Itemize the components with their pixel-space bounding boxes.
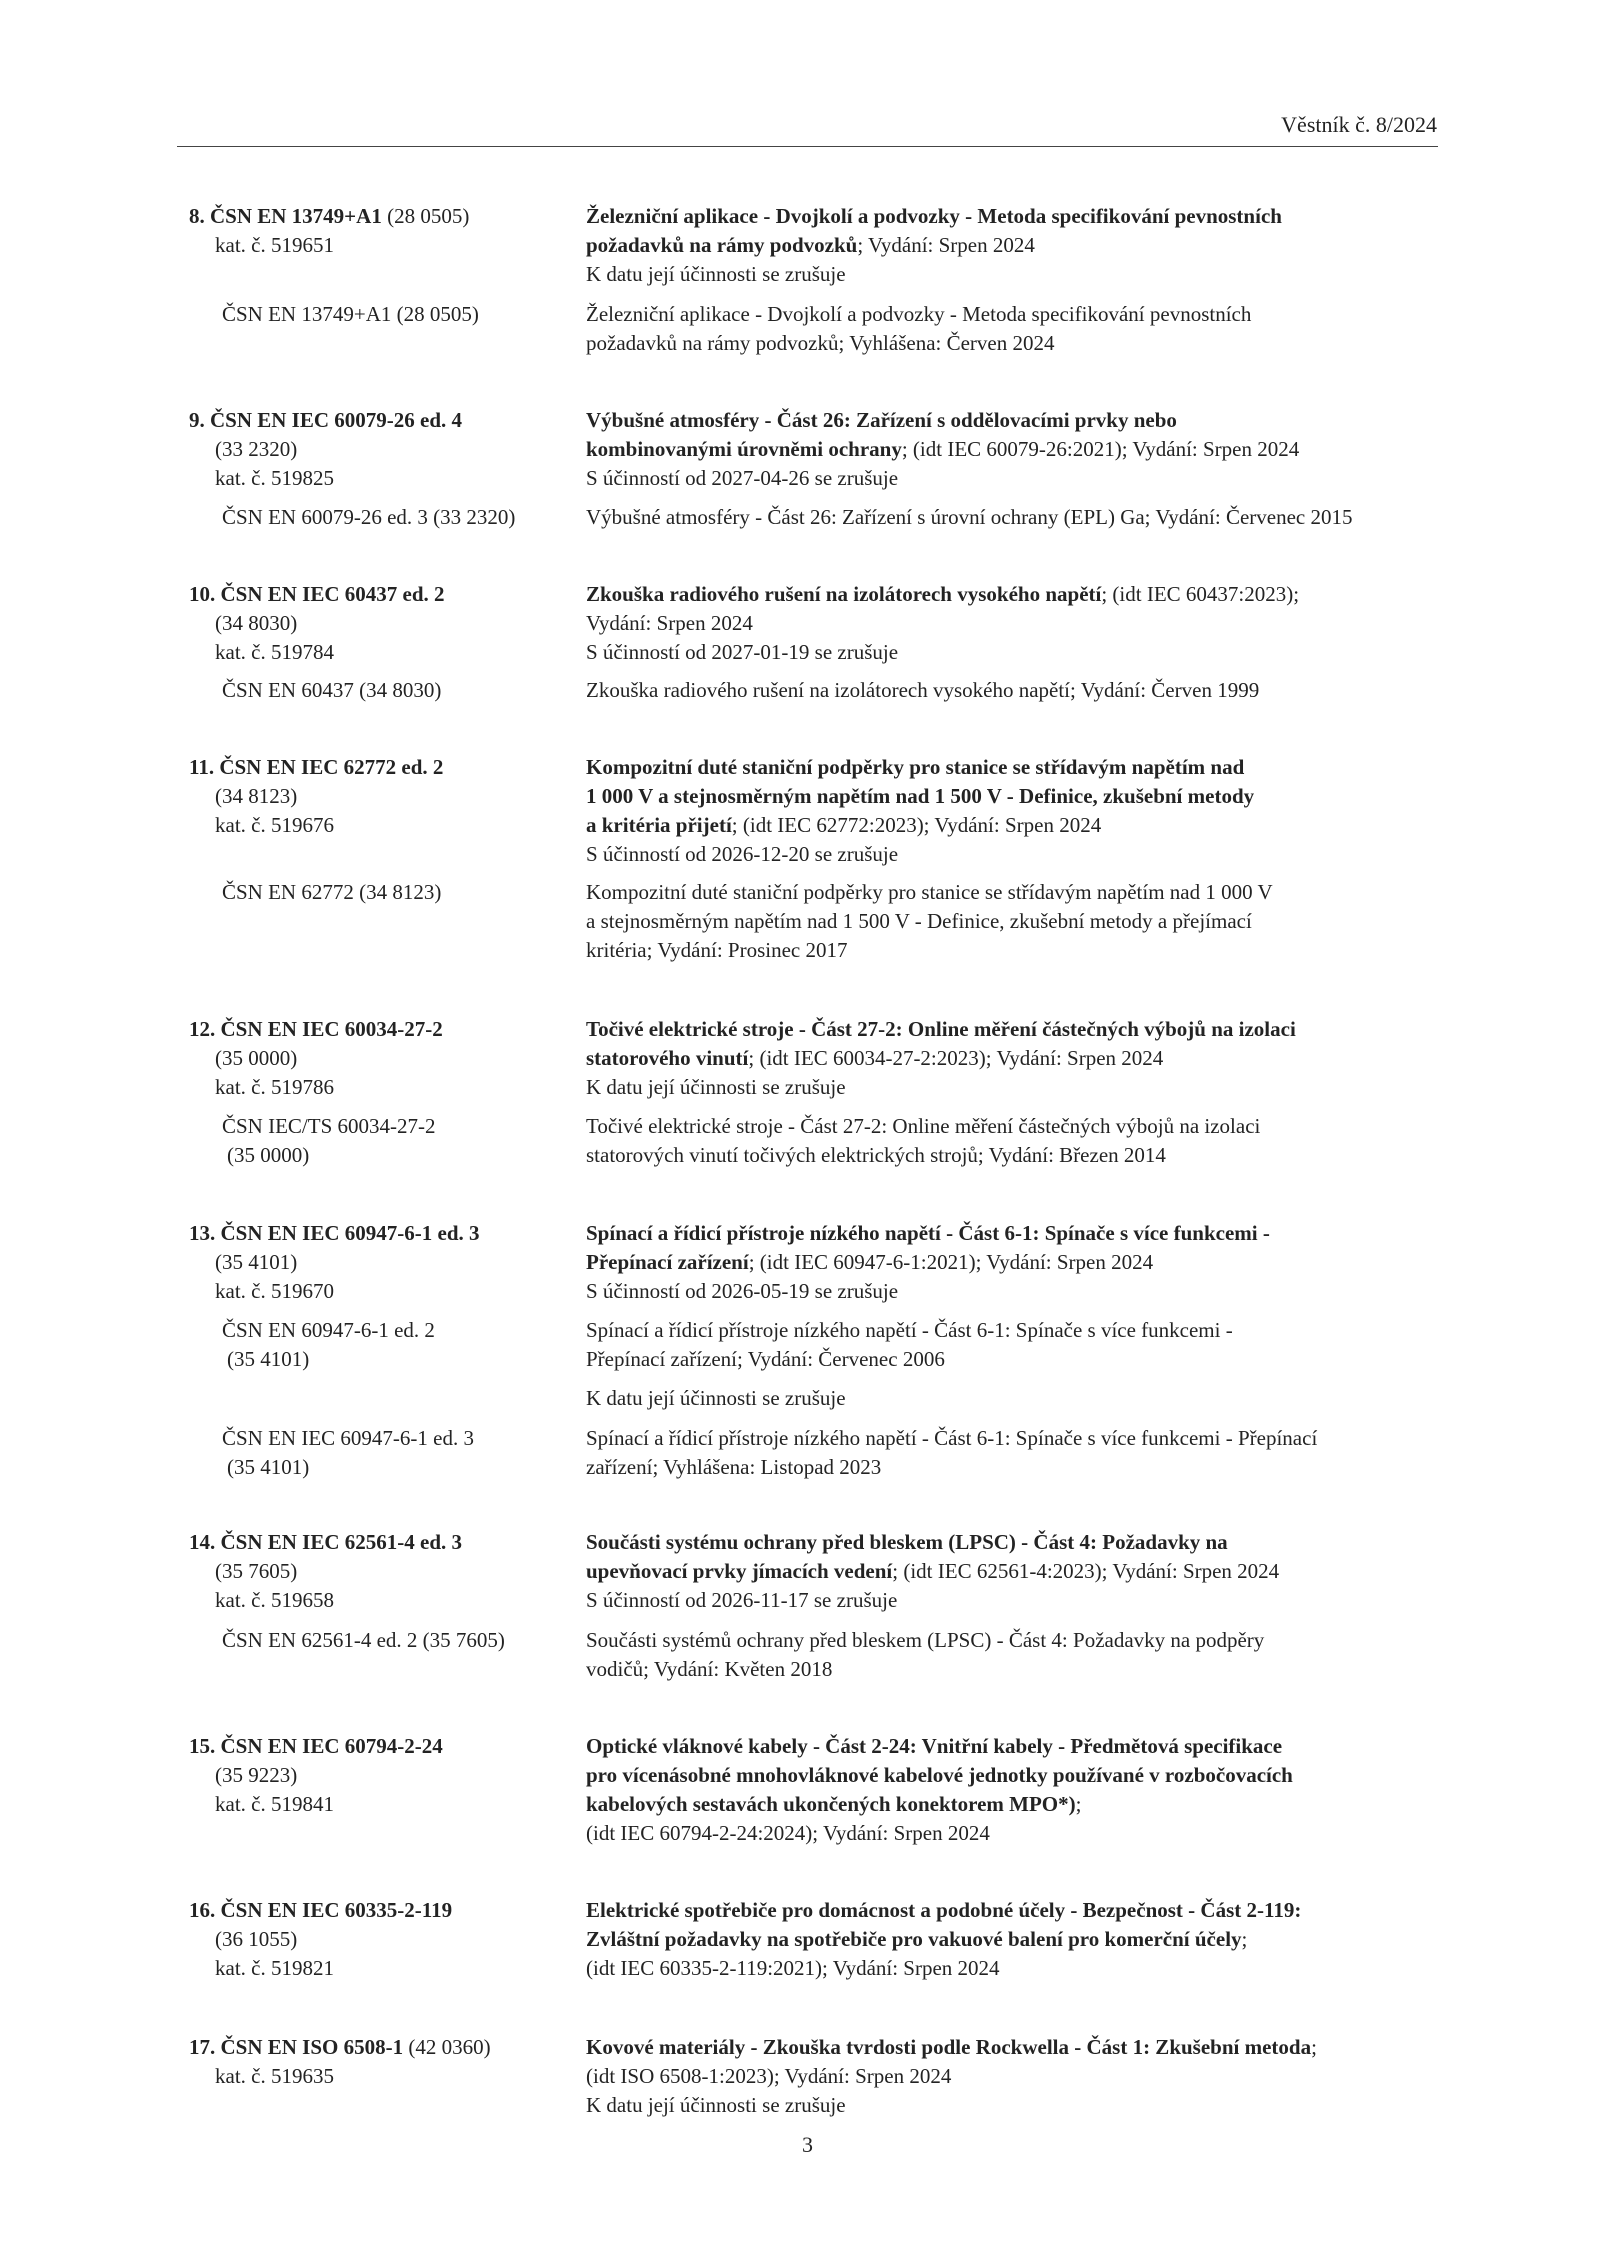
bold-title: Elektrické spotřebiče pro domácnost a podobné účely - Bezpečnost - Část 2-119: [586,1898,1302,1922]
text-line [189,300,579,329]
text-line [189,1248,579,1277]
header-divider [177,146,1438,147]
bold-title: Součásti systému ochrany před bleskem (LPSC) - Část 4: Požadavky na [586,1530,1228,1554]
text-line [586,1015,1466,1044]
plain-text: kat. č. 519658 [215,1588,334,1612]
bold-title: 9. ČSN EN IEC 60079-26 ed. 4 [189,408,463,432]
text-line [189,1761,579,1790]
bold-title: Železniční aplikace - Dvojkolí a podvozky - Metoda specifikování pevnostních [586,204,1282,228]
plain-text: (34 8123) [215,784,298,808]
text-line [586,1316,1466,1345]
plain-text: (35 0000) [227,1143,310,1167]
standard-designation [189,1316,579,1374]
text-line [586,300,1466,329]
standard-designation [189,1015,579,1102]
standard-description [586,300,1466,358]
text-line [586,260,1466,289]
text-line [586,202,1466,231]
plain-text: K datu její účinnosti se zrušuje [586,262,846,286]
bold-title: 11. ČSN EN IEC 62772 ed. 2 [189,755,444,779]
plain-text: ČSN EN 62772 (34 8123) [222,880,442,904]
standard-designation [189,1528,579,1615]
text-line [586,1586,1466,1615]
bold-title: 16. ČSN EN IEC 60335-2-119 [189,1898,453,1922]
text-line [586,231,1466,260]
plain-text: Součásti systémů ochrany před bleskem (LPSC) - Část 4: Požadavky na podpěry [586,1628,1265,1652]
bold-title: 17. ČSN EN ISO 6508-1 [189,2035,404,2059]
text-line [189,1219,579,1248]
plain-text: a stejnosměrným napětím nad 1 500 V - Definice, zkušební metody a přejímací [586,909,1252,933]
plain-text: vodičů; Vydání: Květen 2018 [586,1657,833,1681]
standard-description [586,1112,1466,1170]
plain-text: (28 0505) [381,204,470,228]
plain-text: (35 4101) [227,1455,310,1479]
plain-text: ČSN EN IEC 60947-6-1 ed. 3 [222,1426,474,1450]
plain-text: (idt IEC 60335-2-119:2021); Vydání: Srpen 2024 [586,1956,1000,1980]
bold-title: statorového vinutí [586,1046,749,1070]
text-line [586,1141,1466,1170]
plain-text: (35 7605) [215,1559,298,1583]
bold-title: Spínací a řídicí přístroje nízkého napětí - Část 6-1: Spínače s více funkcemi - [586,1221,1270,1245]
plain-text: Železniční aplikace - Dvojkolí a podvozky - Metoda specifikování pevnostních [586,302,1252,326]
text-line [586,1528,1466,1557]
text-line [189,1557,579,1586]
text-line [586,1384,1466,1413]
plain-text: (35 4101) [227,1347,310,1371]
plain-text: (idt IEC 60794-2-24:2024); Vydání: Srpen 2024 [586,1821,990,1845]
plain-text: ; (idt IEC 60034-27-2:2023); Vydání: Srpen 2024 [748,1046,1164,1070]
text-line [189,464,579,493]
text-line [586,435,1466,464]
bold-title: 12. ČSN EN IEC 60034-27-2 [189,1017,443,1041]
text-line [189,1586,579,1615]
standard-description [586,503,1466,532]
bold-title: Přepínací zařízení [586,1250,749,1274]
standard-designation [189,1626,579,1655]
text-line [189,878,579,907]
text-line [586,811,1466,840]
text-line [586,1732,1466,1761]
standard-designation [189,878,579,907]
text-line [586,329,1466,358]
standard-description [586,676,1466,705]
bold-title: 8. ČSN EN 13749+A1 [189,204,382,228]
plain-text: (33 2320) [215,437,298,461]
text-line [586,1345,1466,1374]
plain-text: kat. č. 519651 [215,233,334,257]
standard-designation [189,202,579,260]
text-line [189,2062,579,2091]
plain-text: Výbušné atmosféry - Část 26: Zařízení s úrovní ochrany (EPL) Ga; Vydání: Červenec 2015 [586,505,1353,529]
bold-title: upevňovací prvky jímacích vedení [586,1559,893,1583]
standard-description [586,406,1466,493]
plain-text: požadavků na rámy podvozků; Vyhlášena: Červen 2024 [586,331,1055,355]
text-line [586,580,1466,609]
bold-title: Točivé elektrické stroje - Část 27-2: Online měření částečných výbojů na izolaci [586,1017,1296,1041]
text-line [586,1790,1466,1819]
text-line [586,1453,1466,1482]
bold-title: kabelových sestavách ukončených konektorem MPO*) [586,1792,1076,1816]
plain-text: kat. č. 519786 [215,1075,334,1099]
text-line [189,1424,579,1453]
bold-title: Optické vláknové kabely - Část 2-24: Vnitřní kabely - Předmětová specifikace [586,1734,1283,1758]
plain-text: ČSN EN 60947-6-1 ed. 2 [222,1318,435,1342]
text-line [189,1626,579,1655]
text-line [586,840,1466,869]
standard-description [586,1015,1466,1102]
text-line [586,1248,1466,1277]
plain-text: S účinností od 2027-04-26 se zrušuje [586,466,899,490]
standard-designation [189,2033,579,2091]
bold-title: 15. ČSN EN IEC 60794-2-24 [189,1734,443,1758]
plain-text: kat. č. 519784 [215,640,334,664]
plain-text: S účinností od 2027-01-19 se zrušuje [586,640,899,664]
standard-description [586,753,1466,869]
plain-text: ; [1075,1792,1082,1816]
text-line [586,2033,1466,2062]
text-line [189,1528,579,1557]
plain-text: kat. č. 519635 [215,2064,334,2088]
plain-text: (idt ISO 6508-1:2023); Vydání: Srpen 2024 [586,2064,952,2088]
plain-text: kat. č. 519676 [215,813,334,837]
text-line [586,464,1466,493]
standard-description [586,1384,1466,1413]
text-line [189,503,579,532]
standard-designation [189,1424,579,1482]
text-line [586,878,1466,907]
standard-description [586,1528,1466,1615]
standard-designation [189,406,579,493]
standard-description [586,580,1466,667]
plain-text: (35 9223) [215,1763,298,1787]
plain-text: (36 1055) [215,1927,298,1951]
text-line [189,1316,579,1345]
text-line [189,811,579,840]
standard-description [586,1424,1466,1482]
plain-text: ; Vydání: Srpen 2024 [857,233,1035,257]
standard-designation [189,1219,579,1306]
text-line [586,1073,1466,1102]
text-line [189,1790,579,1819]
text-line [586,2091,1466,2120]
text-line [189,406,579,435]
text-line [586,2062,1466,2091]
plain-text: S účinností od 2026-11-17 se zrušuje [586,1588,898,1612]
bold-title: požadavků na rámy podvozků [586,233,858,257]
standard-designation [189,580,579,667]
plain-text: K datu její účinnosti se zrušuje [586,1075,846,1099]
text-line [586,1655,1466,1684]
bold-title: 1 000 V a stejnosměrným napětím nad 1 500 V - Definice, zkušební metody [586,784,1255,808]
plain-text: ; [1241,1927,1248,1951]
plain-text: Kompozitní duté staniční podpěrky pro stanice se střídavým napětím nad 1 000 V [586,880,1273,904]
standard-designation [189,753,579,840]
plain-text: Točivé elektrické stroje - Část 27-2: Online měření částečných výbojů na izolaci [586,1114,1261,1138]
plain-text: kat. č. 519841 [215,1792,334,1816]
plain-text: Zkouška radiového rušení na izolátorech vysokého napětí; Vydání: Červen 1999 [586,678,1260,702]
standard-description [586,202,1466,289]
bold-title: 14. ČSN EN IEC 62561-4 ed. 3 [189,1530,463,1554]
bold-title: Zkouška radiového rušení na izolátorech vysokého napětí [586,582,1102,606]
text-line [189,1112,579,1141]
text-line [586,1044,1466,1073]
plain-text: ČSN IEC/TS 60034-27-2 [222,1114,436,1138]
text-line [189,676,579,705]
standard-designation [189,1732,579,1819]
text-line [189,1925,579,1954]
bold-title: 13. ČSN EN IEC 60947-6-1 ed. 3 [189,1221,480,1245]
plain-text: Spínací a řídicí přístroje nízkého napětí - Část 6-1: Spínače s více funkcemi - [586,1318,1233,1342]
text-line [189,1896,579,1925]
bold-title: kombinovanými úrovněmi ochrany [586,437,902,461]
standard-designation [189,503,579,532]
text-line [189,1141,579,1170]
bold-title: Kompozitní duté staniční podpěrky pro stanice se střídavým napětím nad [586,755,1245,779]
text-line [189,1015,579,1044]
standard-description [586,1219,1466,1306]
bulletin-header-title: Věstník č. 8/2024 [1281,112,1437,137]
standard-designation [189,1896,579,1983]
plain-text: S účinností od 2026-05-19 se zrušuje [586,1279,899,1303]
plain-text: ; (idt IEC 60437:2023); [1101,582,1300,606]
text-line [189,782,579,811]
standard-designation [189,300,579,329]
text-line [586,753,1466,782]
text-line [189,1453,579,1482]
text-line [189,638,579,667]
plain-text: K datu její účinnosti se zrušuje [586,2093,846,2117]
bold-title: pro vícenásobné mnohovláknové kabelové jednotky používané v rozbočovacích [586,1763,1293,1787]
plain-text: (34 8030) [215,611,298,635]
plain-text: ; (idt IEC 62772:2023); Vydání: Srpen 2024 [731,813,1102,837]
text-line [586,1277,1466,1306]
text-line [586,907,1466,936]
plain-text: (35 4101) [215,1250,298,1274]
plain-text: ; [1311,2035,1317,2059]
plain-text: kat. č. 519670 [215,1279,334,1303]
bold-title: Výbušné atmosféry - Část 26: Zařízení s oddělovacími prvky nebo [586,408,1177,432]
plain-text: zařízení; Vyhlášena: Listopad 2023 [586,1455,882,1479]
text-line [189,202,579,231]
standard-description [586,878,1466,965]
plain-text: ; (idt IEC 60079-26:2021); Vydání: Srpen 2024 [901,437,1300,461]
plain-text: kritéria; Vydání: Prosinec 2017 [586,938,848,962]
plain-text: (42 0360) [403,2035,491,2059]
text-line [189,231,579,260]
plain-text: Přepínací zařízení; Vydání: Červenec 2006 [586,1347,945,1371]
plain-text: statorových vinutí točivých elektrických strojů; Vydání: Březen 2014 [586,1143,1166,1167]
plain-text: Vydání: Srpen 2024 [586,611,753,635]
plain-text: S účinností od 2026-12-20 se zrušuje [586,842,899,866]
standard-description [586,1626,1466,1684]
plain-text: ČSN EN 60079-26 ed. 3 (33 2320) [222,505,516,529]
text-line [586,1761,1466,1790]
bold-title: 10. ČSN EN IEC 60437 ed. 2 [189,582,445,606]
text-line [189,753,579,782]
text-line [189,1073,579,1102]
text-line [189,2033,579,2062]
standard-description [586,1316,1466,1374]
plain-text: ČSN EN 60437 (34 8030) [222,678,442,702]
text-line [189,1345,579,1374]
text-line [586,503,1466,532]
bold-title: a kritéria přijetí [586,813,732,837]
text-line [586,1424,1466,1453]
text-line [189,1732,579,1761]
text-line [586,1925,1466,1954]
text-line [189,1044,579,1073]
text-line [586,936,1466,965]
plain-text: ; (idt IEC 60947-6-1:2021); Vydání: Srpen 2024 [748,1250,1154,1274]
bold-title: Kovové materiály - Zkouška tvrdosti podle Rockwella - Část 1: Zkušební metoda [586,2035,1312,2059]
text-line [189,1954,579,1983]
plain-text: (35 0000) [215,1046,298,1070]
standard-description [586,2033,1466,2120]
plain-text: Spínací a řídicí přístroje nízkého napětí - Část 6-1: Spínače s více funkcemi - Přepínací [586,1426,1318,1450]
plain-text: ČSN EN 62561-4 ed. 2 (35 7605) [222,1628,505,1652]
text-line [586,1557,1466,1586]
text-line [189,1277,579,1306]
page-number: 3 [802,2132,813,2157]
standard-description [586,1732,1466,1848]
bold-title: Zvláštní požadavky na spotřebiče pro vakuové balení pro komerční účely [586,1927,1242,1951]
text-line [586,676,1466,705]
text-line [189,609,579,638]
standard-description [586,1896,1466,1983]
text-line [586,1896,1466,1925]
plain-text: ; (idt IEC 62561-4:2023); Vydání: Srpen 2024 [892,1559,1280,1583]
text-line [586,638,1466,667]
text-line [586,1626,1466,1655]
text-line [586,406,1466,435]
plain-text: K datu její účinnosti se zrušuje [586,1386,846,1410]
plain-text: kat. č. 519821 [215,1956,334,1980]
text-line [586,1954,1466,1983]
plain-text: ČSN EN 13749+A1 (28 0505) [222,302,479,326]
standard-designation [189,1112,579,1170]
text-line [189,580,579,609]
text-line [586,609,1466,638]
text-line [189,435,579,464]
text-line [586,1219,1466,1248]
text-line [586,1112,1466,1141]
standard-designation [189,676,579,705]
text-line [586,782,1466,811]
text-line [586,1819,1466,1848]
plain-text: kat. č. 519825 [215,466,334,490]
